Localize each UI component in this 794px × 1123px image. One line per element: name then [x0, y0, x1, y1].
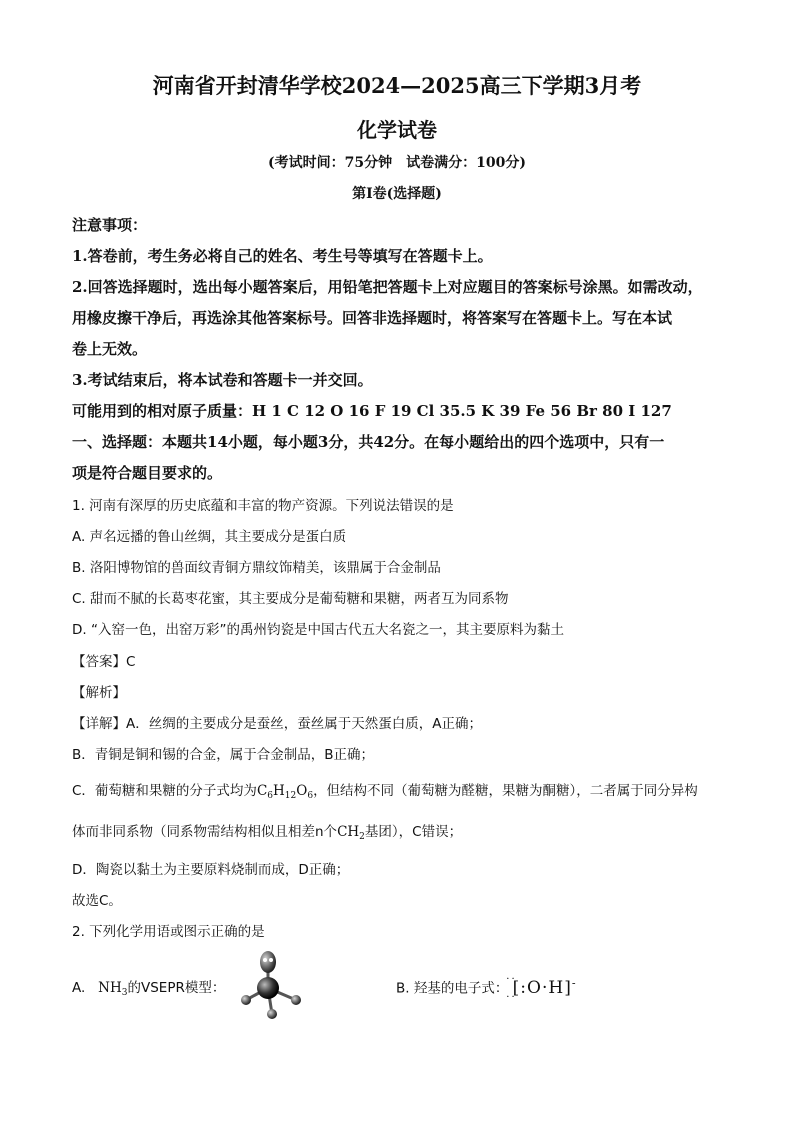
q1-detail-d: D．陶瓷以黏土为主要原料烧制而成，D正确；	[72, 862, 350, 878]
atomic-mass: 可能用到的相对原子质量：H 1 C 12 O 16 F 19 Cl 35.5 K 39 Fe 56 Br 80 I 127	[72, 402, 672, 420]
note-2c: 卷上无效。	[72, 340, 148, 358]
detail-c-part3: 体而非同系物（同系物需结构相似且相差n个	[72, 824, 338, 840]
q1-option-d: D. “入窑一色，出窑万彩”的禹州钧瓷是中国古代五大名瓷之一，其主要原料为黏土	[72, 622, 564, 638]
section-heading: 第Ⅰ卷(选择题)	[352, 186, 442, 202]
q1-detail-a: 【详解】A．丝绸的主要成分是蚕丝，蚕丝属于天然蛋白质，A正确；	[72, 716, 482, 732]
q1-detail-c-line1	[72, 779, 724, 801]
q1-option-c: C. 甜而不腻的长葛枣花蜜，其主要成分是葡萄糖和果糖，两者互为同系物	[72, 591, 509, 607]
note-1: 1.答卷前，考生务必将自己的姓名、考生号等填写在答题卡上。	[72, 247, 493, 265]
note-3: 3.考试结束后，将本试卷和答题卡一并交回。	[72, 371, 373, 389]
q2-option-b: B. 羟基的电子式： [:O ·· ·· ·H]-	[396, 973, 577, 1003]
hydroxyl-electron-formula: [:O ·· ·· ·H]-	[506, 973, 577, 1003]
part1-intro-a: 一、选择题：本题共14小题，每小题3分，共42分。在每小题给出的四个选项中，只有一	[72, 433, 665, 451]
notes-heading: 注意事项：	[72, 216, 148, 234]
formula-ch2: $CH_2$	[337, 824, 365, 842]
q1-option-b: B. 洛阳博物馆的兽面纹青铜方鼎纹饰精美，该鼎属于合金制品	[72, 560, 441, 576]
detail-c-part4: 基团），C错误；	[364, 824, 463, 840]
q1-conclusion: 故选C。	[72, 893, 122, 909]
q1-stem: 1. 河南有深厚的历史底蕴和丰富的物产资源。下列说法错误的是	[72, 498, 454, 514]
q1-detail-c-line2	[72, 820, 724, 842]
formula-c6h12o6: $C_6H_{12}O_6$	[256, 783, 314, 801]
q2-option-a: A. $NH_3$的VSEPR模型：	[72, 980, 226, 998]
q1-answer: 【答案】C	[72, 654, 136, 670]
part1-intro-b: 项是符合题目要求的。	[72, 464, 223, 482]
q1-analysis: 【解析】	[72, 685, 126, 701]
note-2b: 用橡皮擦干净后，再选涂其他答案标号。回答非选择题时，将答案写在答题卡上。写在本试	[72, 309, 673, 327]
exam-subject: 化学试卷	[357, 118, 437, 142]
q1-option-a: A. 声名远播的鲁山丝绸，其主要成分是蛋白质	[72, 529, 347, 545]
nh3-vsepr-model-image	[232, 948, 312, 1024]
q1-detail-b: B．青铜是铜和锡的合金，属于合金制品，B正确；	[72, 747, 375, 763]
exam-info: (考试时间：75分钟 试卷满分：100分)	[268, 155, 526, 171]
q2-stem: 2. 下列化学用语或图示正确的是	[72, 924, 265, 940]
exam-title: 河南省开封清华学校2024—2025高三下学期3月考	[152, 73, 642, 98]
note-2a: 2.回答选择题时，选出每小题答案后，用铅笔把答题卡上对应题目的答案标号涂黑。如需改动，	[72, 278, 703, 296]
detail-c-part1: C．葡萄糖和果糖的分子式均为	[72, 783, 257, 799]
detail-c-part2: ，但结构不同（葡萄糖为醛糖，果糖为酮糖），二者属于同分异构	[313, 783, 698, 799]
